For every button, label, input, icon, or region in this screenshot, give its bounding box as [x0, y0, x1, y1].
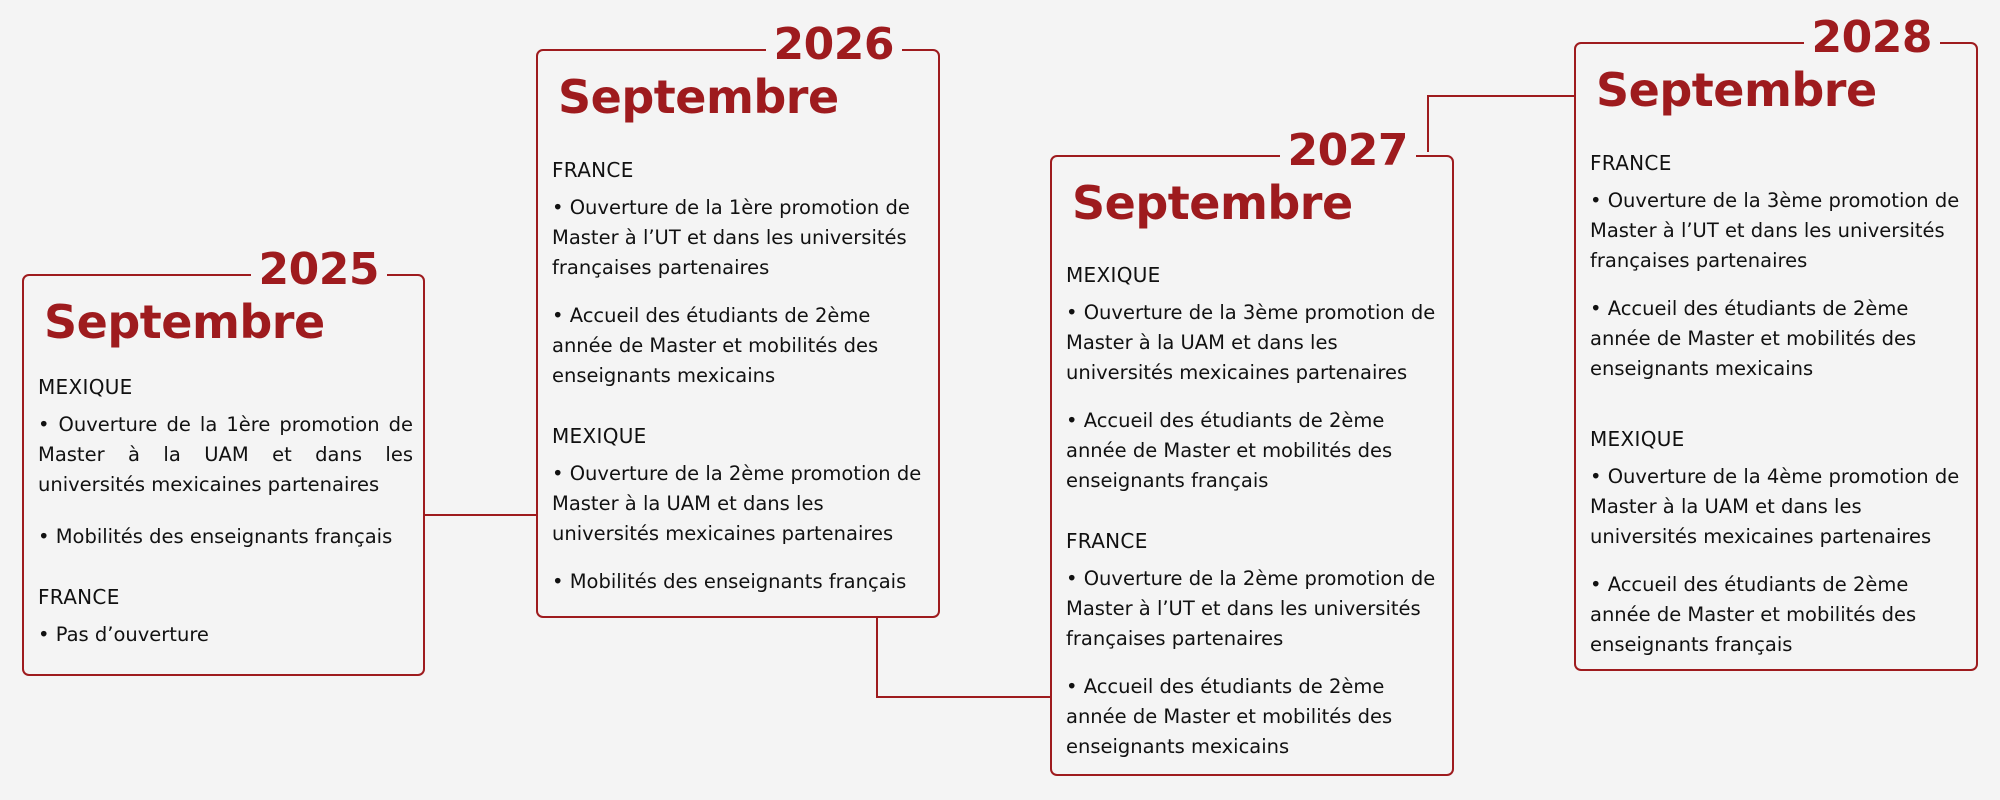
section-title: FRANCE [1590, 151, 1672, 175]
list-item: • Ouverture de la 2ème promotion de Master à la UAM et dans les universités mexicaines partenaires [552, 462, 922, 545]
list-item: • Accueil des étudiants de 2ème année de Master et mobilités des enseignants français [1590, 573, 1917, 656]
list-item: • Mobilités des enseignants français [552, 570, 907, 593]
list-item: • Ouverture de la 1ère promotion de Master à l’UT et dans les universités françaises partenaires [552, 196, 910, 279]
section-title: FRANCE [38, 585, 120, 609]
card-month: Septembre [1072, 176, 1353, 230]
list-item: • Accueil des étudiants de 2ème année de Master et mobilités des enseignants mexicains [1066, 675, 1393, 758]
section-title: MEXIQUE [38, 375, 133, 399]
list-item: • Ouverture de la 3ème promotion de Master à la UAM et dans les universités mexicaines partenaires [1066, 301, 1436, 384]
section-title: MEXIQUE [552, 424, 647, 448]
card-body [38, 372, 413, 668]
list-item: • Pas d’ouverture [38, 623, 209, 646]
card-body [552, 155, 928, 615]
card-month: Septembre [1596, 63, 1877, 117]
card-year: 2025 [251, 244, 387, 296]
list-item: • Ouverture de la 1ère promotion de Master à la UAM et dans les universités mexicaines partenaires [38, 413, 413, 496]
timeline-card-2027 [1050, 125, 1454, 776]
card-body [1590, 148, 1966, 678]
connector-2027-2028 [1428, 96, 1575, 152]
list-item: • Accueil des étudiants de 2ème année de Master et mobilités des enseignants mexicains [552, 304, 879, 387]
section-title: MEXIQUE [1066, 263, 1161, 287]
section-title: FRANCE [1066, 529, 1148, 553]
card-month: Septembre [44, 295, 325, 349]
card-year: 2027 [1280, 125, 1416, 177]
timeline-card-2025 [22, 244, 425, 676]
section-title: MEXIQUE [1590, 427, 1685, 451]
card-body [1066, 260, 1442, 780]
card-month: Septembre [558, 70, 839, 124]
list-item: • Ouverture de la 4ème promotion de Master à la UAM et dans les universités mexicaines partenaires [1590, 465, 1960, 548]
list-item: • Accueil des étudiants de 2ème année de Master et mobilités des enseignants français [1066, 409, 1393, 492]
list-item: • Accueil des étudiants de 2ème année de Master et mobilités des enseignants mexicains [1590, 297, 1917, 380]
card-year: 2028 [1804, 12, 1940, 64]
section-title: FRANCE [552, 158, 634, 182]
list-item: • Mobilités des enseignants français [38, 525, 393, 548]
card-year: 2026 [766, 19, 902, 71]
connector-2026-2027 [877, 616, 1052, 697]
timeline-card-2028 [1574, 12, 1978, 671]
list-item: • Ouverture de la 2ème promotion de Master à l’UT et dans les universités françaises partenaires [1066, 567, 1436, 650]
timeline-card-2026 [536, 19, 940, 618]
list-item: • Ouverture de la 3ème promotion de Master à l’UT et dans les universités françaises partenaires [1590, 189, 1960, 272]
